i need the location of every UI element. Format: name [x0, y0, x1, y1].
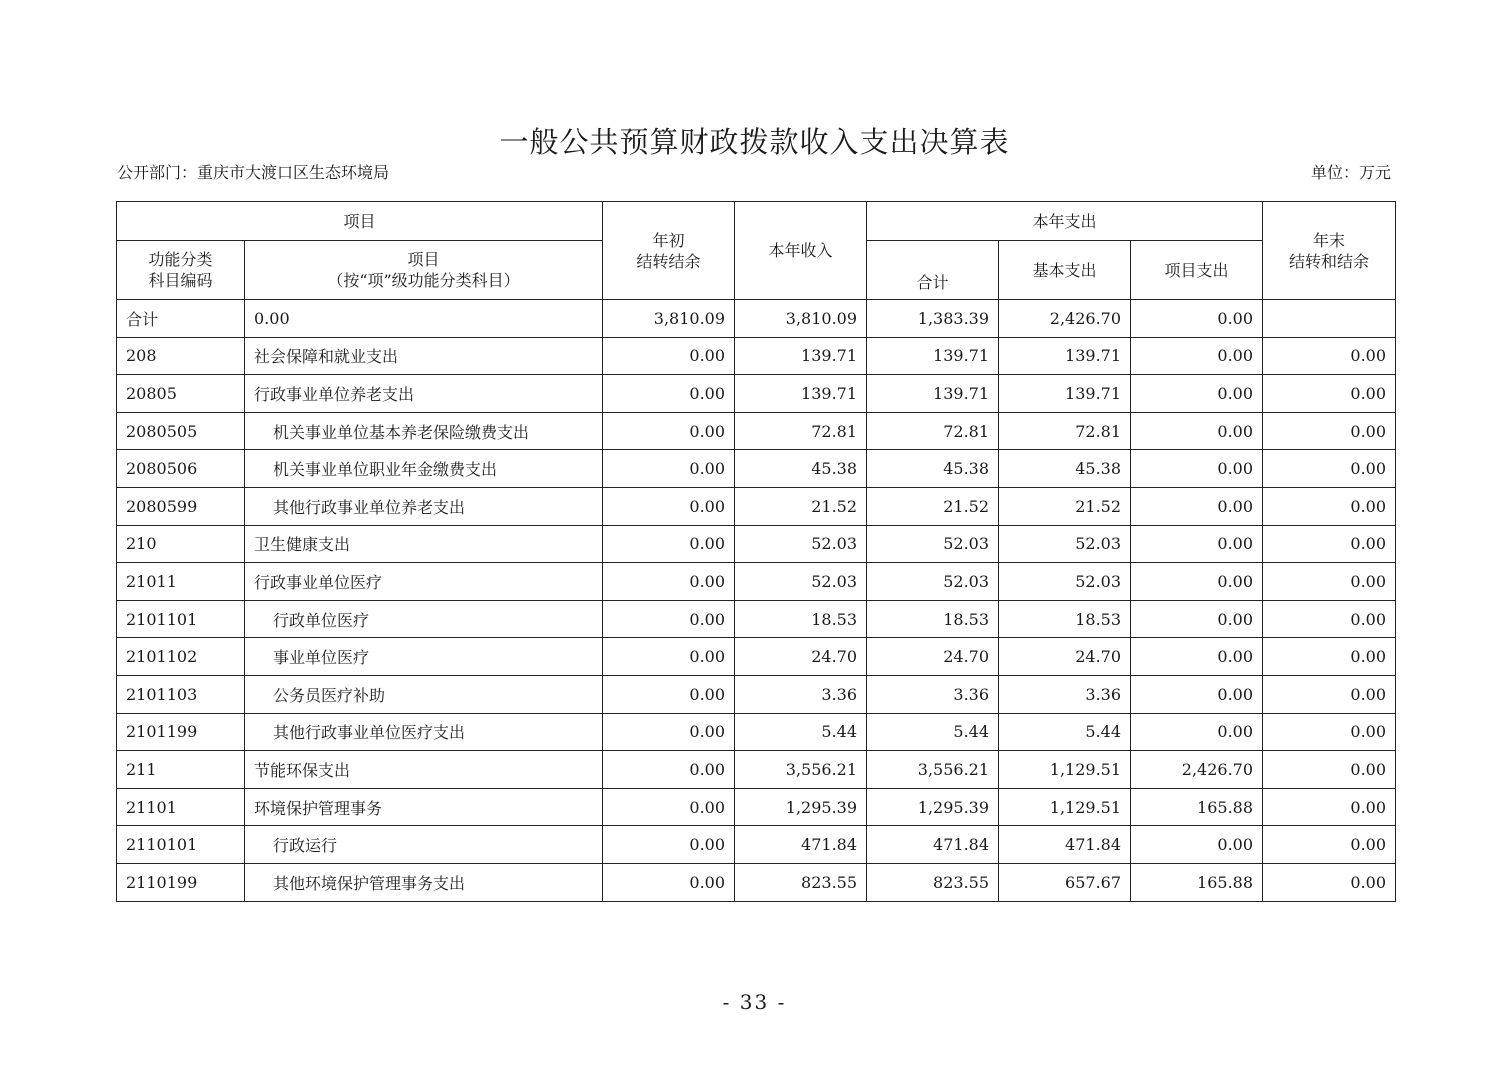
cell-expense-total: 471.84: [867, 826, 999, 864]
cell-expense-basic: 471.84: [999, 826, 1131, 864]
cell-expense-project: 0.00: [1131, 300, 1263, 338]
department-label: 公开部门：重庆市大渡口区生态环境局: [117, 163, 390, 182]
header-name-line1: 项目: [407, 250, 440, 269]
cell-closing: 0.00: [1263, 675, 1396, 713]
cell-expense-project: 0.00: [1131, 600, 1263, 638]
cell-code: 2080599: [117, 487, 245, 525]
cell-expense-basic: 5.44: [999, 713, 1131, 751]
cell-opening: 0.00: [603, 600, 735, 638]
cell-closing: [1263, 300, 1396, 338]
cell-opening: 0.00: [603, 525, 735, 563]
cell-income: 5.44: [735, 713, 867, 751]
header-expense-project: 项目支出: [1131, 241, 1263, 300]
cell-expense-project: 165.88: [1131, 863, 1263, 901]
cell-name: 节能环保支出: [245, 751, 603, 789]
table-row: [117, 638, 1396, 676]
cell-closing: 0.00: [1263, 563, 1396, 601]
cell-expense-total: 3.36: [867, 675, 999, 713]
cell-code: 2101103: [117, 675, 245, 713]
cell-closing: 0.00: [1263, 412, 1396, 450]
cell-name: 公务员医疗补助: [245, 675, 603, 713]
cell-income: 24.70: [735, 638, 867, 676]
cell-opening: 0.00: [603, 563, 735, 601]
cell-name: 行政事业单位养老支出: [245, 375, 603, 413]
cell-expense-total: 72.81: [867, 412, 999, 450]
cell-closing: 0.00: [1263, 638, 1396, 676]
table-row: [117, 600, 1396, 638]
cell-name: 行政单位医疗: [245, 600, 603, 638]
cell-income: 3,810.09: [735, 300, 867, 338]
cell-code: 2101199: [117, 713, 245, 751]
cell-expense-basic: 45.38: [999, 450, 1131, 488]
cell-income: 1,295.39: [735, 788, 867, 826]
cell-expense-total: 5.44: [867, 713, 999, 751]
cell-code: 210: [117, 525, 245, 563]
cell-closing: 0.00: [1263, 863, 1396, 901]
cell-expense-project: 0.00: [1131, 337, 1263, 375]
cell-closing: 0.00: [1263, 713, 1396, 751]
cell-expense-basic: 1,129.51: [999, 788, 1131, 826]
cell-name: 行政运行: [245, 826, 603, 864]
cell-name: 环境保护管理事务: [245, 788, 603, 826]
header-code-line2: 科目编码: [148, 271, 213, 290]
cell-expense-project: 165.88: [1131, 788, 1263, 826]
table-row: [117, 300, 1396, 338]
cell-income: 471.84: [735, 826, 867, 864]
cell-code: 2110199: [117, 863, 245, 901]
cell-expense-project: 0.00: [1131, 487, 1263, 525]
cell-expense-total: 24.70: [867, 638, 999, 676]
cell-closing: 0.00: [1263, 487, 1396, 525]
cell-name: 其他行政事业单位医疗支出: [245, 713, 603, 751]
cell-opening: 3,810.09: [603, 300, 735, 338]
cell-expense-basic: 657.67: [999, 863, 1131, 901]
header-opening-balance: [603, 202, 735, 300]
cell-expense-project: 0.00: [1131, 525, 1263, 563]
cell-name: 其他环境保护管理事务支出: [245, 863, 603, 901]
cell-opening: 0.00: [603, 713, 735, 751]
cell-opening: 0.00: [603, 337, 735, 375]
cell-expense-basic: 3.36: [999, 675, 1131, 713]
cell-closing: 0.00: [1263, 600, 1396, 638]
cell-opening: 0.00: [603, 863, 735, 901]
cell-income: 18.53: [735, 600, 867, 638]
cell-expense-total: 21.52: [867, 487, 999, 525]
cell-opening: 0.00: [603, 412, 735, 450]
cell-expense-total: 139.71: [867, 337, 999, 375]
cell-code: 20805: [117, 375, 245, 413]
header-opening-line1: 年初: [652, 230, 685, 250]
header-code: [117, 241, 245, 300]
cell-expense-project: 0.00: [1131, 450, 1263, 488]
header-opening-line2: 结转结余: [636, 251, 701, 271]
cell-code: 21011: [117, 563, 245, 601]
header-item-group: 项目: [117, 202, 603, 241]
cell-expense-total: 823.55: [867, 863, 999, 901]
table-row: [117, 826, 1396, 864]
cell-closing: 0.00: [1263, 525, 1396, 563]
cell-opening: 0.00: [603, 375, 735, 413]
cell-expense-basic: 2,426.70: [999, 300, 1131, 338]
header-code-line1: 功能分类: [148, 250, 213, 269]
cell-opening: 0.00: [603, 638, 735, 676]
cell-expense-project: 0.00: [1131, 412, 1263, 450]
cell-expense-project: 0.00: [1131, 713, 1263, 751]
cell-expense-project: 2,426.70: [1131, 751, 1263, 789]
cell-income: 139.71: [735, 375, 867, 413]
cell-expense-total: 3,556.21: [867, 751, 999, 789]
cell-expense-project: 0.00: [1131, 675, 1263, 713]
cell-closing: 0.00: [1263, 788, 1396, 826]
header-closing-balance: [1263, 202, 1396, 300]
header-expense-basic: 基本支出: [999, 241, 1131, 300]
cell-name: 卫生健康支出: [245, 525, 603, 563]
cell-code: 2080505: [117, 412, 245, 450]
header-expense-total: 合计: [867, 241, 999, 300]
cell-name: 0.00: [245, 300, 603, 338]
cell-expense-total: 139.71: [867, 375, 999, 413]
table-row: [117, 713, 1396, 751]
cell-name: 机关事业单位职业年金缴费支出: [245, 450, 603, 488]
cell-closing: 0.00: [1263, 450, 1396, 488]
cell-expense-basic: 24.70: [999, 638, 1131, 676]
cell-expense-project: 0.00: [1131, 563, 1263, 601]
cell-expense-basic: 52.03: [999, 563, 1131, 601]
cell-income: 72.81: [735, 412, 867, 450]
cell-expense-project: 0.00: [1131, 826, 1263, 864]
cell-expense-basic: 52.03: [999, 525, 1131, 563]
cell-code: 2080506: [117, 450, 245, 488]
table-row: [117, 375, 1396, 413]
cell-code: 2101101: [117, 600, 245, 638]
cell-closing: 0.00: [1263, 337, 1396, 375]
cell-expense-basic: 72.81: [999, 412, 1131, 450]
cell-code: 2110101: [117, 826, 245, 864]
cell-closing: 0.00: [1263, 375, 1396, 413]
cell-name: 机关事业单位基本养老保险缴费支出: [245, 412, 603, 450]
cell-income: 3,556.21: [735, 751, 867, 789]
cell-expense-total: 1,383.39: [867, 300, 999, 338]
table-row: [117, 788, 1396, 826]
cell-expense-basic: 139.71: [999, 375, 1131, 413]
cell-name: 其他行政事业单位养老支出: [245, 487, 603, 525]
cell-opening: 0.00: [603, 751, 735, 789]
header-closing-line1: 年末: [1313, 230, 1346, 250]
table-row: [117, 450, 1396, 488]
header-income: 本年收入: [735, 202, 867, 300]
cell-income: 52.03: [735, 525, 867, 563]
cell-expense-total: 45.38: [867, 450, 999, 488]
cell-code: 211: [117, 751, 245, 789]
header-name-line2: （按“项”级功能分类科目）: [327, 271, 520, 290]
cell-code: 21101: [117, 788, 245, 826]
header-closing-line2: 结转和结余: [1289, 251, 1370, 271]
cell-opening: 0.00: [603, 675, 735, 713]
cell-name: 社会保障和就业支出: [245, 337, 603, 375]
cell-code: 208: [117, 337, 245, 375]
cell-expense-total: 1,295.39: [867, 788, 999, 826]
cell-income: 45.38: [735, 450, 867, 488]
cell-code: 2101102: [117, 638, 245, 676]
cell-expense-basic: 1,129.51: [999, 751, 1131, 789]
table-row: [117, 751, 1396, 789]
header-name: [245, 241, 603, 300]
table-row: [117, 525, 1396, 563]
cell-expense-project: 0.00: [1131, 638, 1263, 676]
unit-label: 单位：万元: [1310, 163, 1391, 182]
cell-expense-basic: 18.53: [999, 600, 1131, 638]
cell-expense-basic: 21.52: [999, 487, 1131, 525]
cell-income: 52.03: [735, 563, 867, 601]
table-row: [117, 563, 1396, 601]
page-number: - 33 -: [722, 990, 787, 1014]
cell-name: 行政事业单位医疗: [245, 563, 603, 601]
cell-income: 823.55: [735, 863, 867, 901]
cell-expense-project: 0.00: [1131, 375, 1263, 413]
cell-expense-total: 52.03: [867, 563, 999, 601]
cell-expense-total: 18.53: [867, 600, 999, 638]
cell-code: 合计: [117, 300, 245, 338]
cell-expense-basic: 139.71: [999, 337, 1131, 375]
cell-income: 3.36: [735, 675, 867, 713]
cell-opening: 0.00: [603, 450, 735, 488]
cell-closing: 0.00: [1263, 826, 1396, 864]
table-row: [117, 337, 1396, 375]
table-row: [117, 675, 1396, 713]
cell-opening: 0.00: [603, 826, 735, 864]
table-body: [117, 300, 1396, 902]
cell-closing: 0.00: [1263, 751, 1396, 789]
table-row: [117, 487, 1396, 525]
page-title: 一般公共预算财政拨款收入支出决算表: [499, 125, 1010, 159]
header-expense-group: 本年支出: [867, 202, 1263, 241]
cell-income: 21.52: [735, 487, 867, 525]
table-row: [117, 863, 1396, 901]
cell-income: 139.71: [735, 337, 867, 375]
table-row: [117, 412, 1396, 450]
cell-opening: 0.00: [603, 788, 735, 826]
cell-expense-total: 52.03: [867, 525, 999, 563]
cell-name: 事业单位医疗: [245, 638, 603, 676]
budget-table: [116, 201, 1396, 902]
cell-opening: 0.00: [603, 487, 735, 525]
